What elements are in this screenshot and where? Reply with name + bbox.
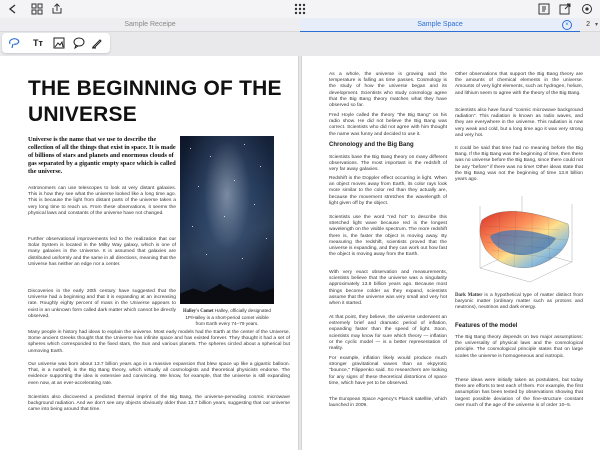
page-count: 2 (586, 21, 590, 28)
paragraph: For example, inflation likely would produce much stronger gravitational waves than an ekpyrotic "bounce," Filippenko said. So researchers are looking for any signs of these theoretical distortions of space time, which have yet to be observed. (329, 356, 447, 386)
tab-bar (0, 18, 600, 32)
tab-close-icon[interactable]: × (562, 20, 572, 30)
page-title: THE BEGINNING OF THE UNIVERSE (28, 77, 282, 126)
paragraph: Further observational improvements led to the realization that our Solar System is located in the Milky Way galaxy, which is one of many galaxies in the Universe. It is assumed that galaxies are distributed uniformly and the same in all directions, meaning that the Universe has neither an edge nor a center. (28, 237, 176, 267)
share-icon[interactable] (50, 2, 64, 16)
paragraph: Discoveries in the early 20th century have suggested that the Universe had a beginning and that it is expanding at an increasing rate. Roughly eighty percent of mass in the Universe appears to exist in an unknown form called dark matter which cannot be directly observed. (28, 289, 176, 319)
paragraph: Scientists use the word "red hot" to describe this stretched light wave because red is the longest wavelength on the visible spectrum. The more redshift there is, the faster the object is moving away. By measuring the redshift, scientists proved that the universe is expanding, and they can work out how fast the object is moving away from the Earth. (329, 215, 447, 258)
chevron-down-icon[interactable]: ▾ (594, 22, 598, 28)
settings-icon[interactable] (580, 2, 594, 16)
paragraph: It could be said that time had no meaning before the Big Bang. If the Big Bang was the beginning of time, then there was no universe before the Big Bang, since there could not be any "before" if there was no time! Other ideas state that the Big Bang was not the beginning of time 13.8 billion years ago. (455, 146, 583, 183)
top-bar (0, 0, 600, 18)
grid-icon[interactable] (30, 2, 44, 16)
lasso-icon[interactable] (7, 36, 21, 50)
back-arrow-icon[interactable] (6, 2, 20, 16)
paragraph: Other observations that support the Big Bang theory are the amounts of chemical elements in the universe. Amounts of very light elements, such as hydrogen, helium, and lithium seem to agree with the theory of the Big Bang. (455, 72, 583, 96)
annotation-toolbar (2, 33, 110, 53)
paragraph: Astronomers can use telescopes to look at very distant galaxies. This is how they see what the universe looked like a long time ago. This is because the light from distant parts of the universe takes a very long time to reach us. From these observations, it seems the physical laws and constants of the universe have not changed. (28, 186, 176, 216)
text-tool-icon[interactable]: Tт (33, 38, 43, 48)
paragraph: Fred Hoyle called the theory "the Big Bang" on his radio show. He did not believe the Big Bang was correct. Scientists who did not agree with him thought the name was funny and decided to use it. (329, 113, 447, 137)
paragraph: Scientists also discovered a predicted thermal imprint of the Big Bang, the universe-pervading cosmic microwave background radiation. And we don't see any objects obviously older than 13.7 billion years, suggesting that our universe came into being around that time. (28, 395, 290, 413)
galaxy-photo (180, 136, 274, 304)
print-icon[interactable] (537, 2, 551, 16)
dark-matter-3d-plot (460, 196, 582, 286)
paragraph: Redshift is the Doppler effect occurring in light. When an object moves away from Earth, its color rays look more similar to the color red than they actually are, because the movement stretches the wavelength of light given off by the object. (329, 176, 447, 206)
paragraph: Scientists also have found "cosmic microwave background radiation". This radiation is known as radio waves, and they are everywhere in the universe. This radiation is now very weak and cold, but a long time ago it was very strong and very hot. (455, 108, 583, 138)
paragraph: At that point, they believe, the universe underwent an extremely brief and dramatic period of inflation, expanding faster than the speed of light. Soon, scientists may know for sure which theory — inflation or the cyclic model — is a better representation of reality. (329, 315, 447, 352)
photo-caption: Halley's Comet Halley, officially designated 1P/Halley is a short-period comet visible from Earth every 74–79 years. (182, 308, 271, 327)
paragraph: Our universe was born about 13.7 billion years ago in a massive expansion that blew space up like a gigantic balloon. That, in a nutshell, is the Big Bang theory, which virtually all cosmologists and theoretical physicists endorse. The evidence supporting the idea is extensive and convincing. We know, for example, that the universe is still expanding even now, at an ever-accelerating rate. (28, 362, 290, 386)
paragraph: The European Space Agency's Planck satellite, which launched in 2009. (329, 397, 447, 409)
pen-icon[interactable] (90, 36, 104, 50)
image-tool-icon[interactable] (52, 36, 66, 50)
comment-icon[interactable] (72, 36, 86, 50)
export-icon[interactable] (558, 2, 572, 16)
section-heading: Chronology and the Big Bang (329, 142, 414, 148)
section-heading: Features of the model (455, 323, 518, 329)
plot-caption: Dark Matter is a hypothetical type of matter distinct from baryonic matter (ordinary matter such as protons and neutrons), neutrinos and dark energy. (455, 293, 583, 311)
tab-sample-space[interactable]: Sample Space (300, 18, 580, 32)
lead-paragraph: Universe is the name that we use to describe the collection of all the things that exist in space. It is made of billions of stars and planets and enormous clouds of gas separated by a gigantic empty space which is called the universe. (28, 136, 176, 175)
apps-grid-icon[interactable] (293, 2, 307, 16)
paragraph: These ideas were initially taken as postulates, but today there are efforts to test each of them. For example, the first assumption has been tested by observations showing that largest possible deviation of the fine-structure constant over much of the age of the universe is of order 10−5. (455, 378, 583, 408)
paragraph: As a whole, the universe is growing and the temperature is falling as time passes. Cosmology is the study of how the universe began and its development. Scientists who study cosmology agree that the Big Bang theory matches what they have observed so far. (329, 72, 447, 109)
paragraph: With very exact observation and measurements, scientists believe that the universe was a singularity approximately 13.8 billion years ago. Because most things become colder as they expand, scientists assume that the universe was very small and very hot when it started. (329, 270, 447, 307)
paragraph: Many people in history had ideas to explain the universe. Most early models had the Earth at the center of the Universe. Some ancient Greeks thought that the Universe has infinite space and has existed forever. They thought it had a set of spheres which corresponded to the fixed stars, the Sun and various planets. The spheres circled about a spherical but unmoving Earth. (28, 330, 290, 354)
paragraph: The Big Bang theory depends on two major assumptions: the universality of physical laws and the cosmological principle. The cosmological principle states that on large scales the universe is homogeneous and isotropic. (455, 335, 583, 359)
paragraph: Scientists base the Big Bang theory on many different observations. The most important is the redshift of very far away galaxies. (329, 155, 447, 173)
tab-sample-receipe[interactable]: Sample Receipe (124, 21, 176, 28)
